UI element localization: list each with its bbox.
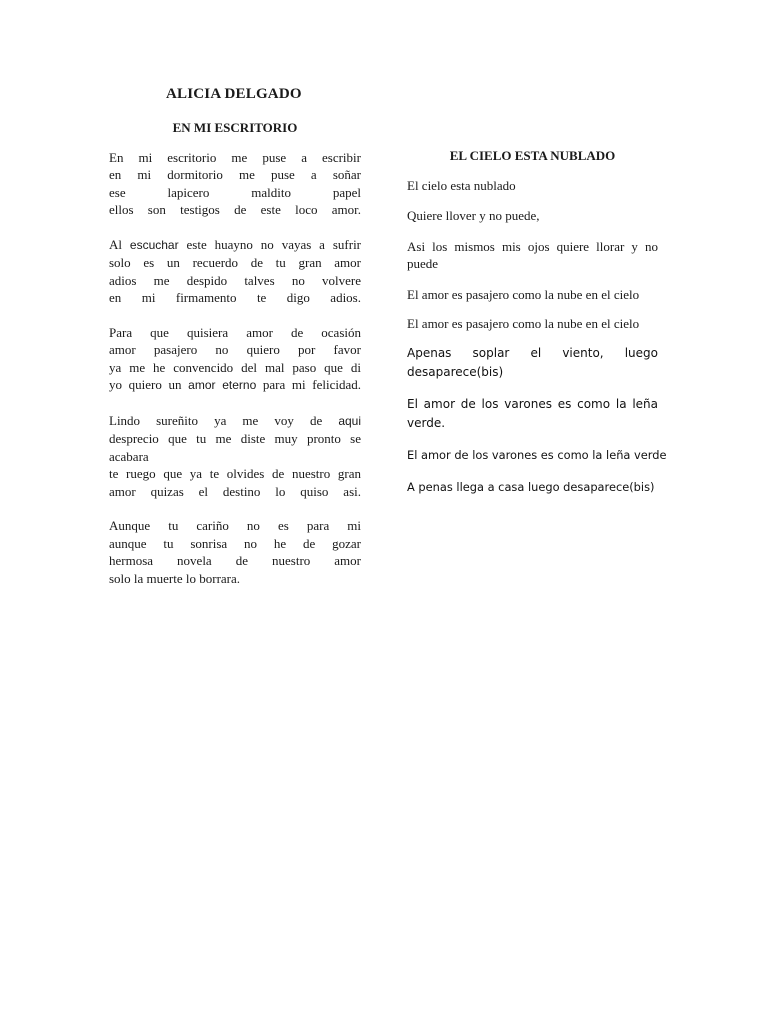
- poem-text-highlight: escuchar: [129, 238, 179, 253]
- poem-line: amor quizas el destino lo quiso asi.: [109, 483, 361, 499]
- poem-line: Apenas soplar el viento, luego desaparece(bis): [407, 346, 658, 379]
- stanza-3: [109, 324, 361, 395]
- poem-line: ellos son testigos de este loco amor.: [109, 202, 361, 218]
- poem-line: En mi escritorio me puse a escribir: [109, 150, 361, 165]
- poem-line: solo es un recuerdo de tu gran amor: [109, 255, 361, 271]
- stanza-5: [109, 517, 361, 587]
- poem-line: en mi dormitorio me puse a soñar: [109, 167, 361, 183]
- right-poem-body: [407, 177, 667, 496]
- poem-text-highlight: aqui: [338, 414, 361, 429]
- poem-line: El amor de los varones es como la leña verde: [407, 448, 667, 463]
- poem-text: yo quiero un: [109, 377, 182, 393]
- poem-line: Para que quisiera amor de ocasión: [109, 325, 361, 341]
- poem-line: te ruego que ya te olvides de nuestro gran: [109, 466, 361, 482]
- poem-text-highlight: amor eterno: [188, 378, 257, 393]
- poem-text: este huayno no vayas a sufrir: [186, 237, 362, 253]
- poem-line: [109, 236, 361, 254]
- poem-line: Aunque tu cariño no es para mi: [109, 518, 361, 534]
- poem-line: aunque tu sonrisa no he de gozar: [109, 535, 361, 551]
- poem-line: en mi firmamento te digo adios.: [109, 290, 361, 306]
- poem-line: [109, 376, 361, 394]
- poem-line: El cielo esta nublado: [407, 178, 516, 193]
- poem-line: Asi los mismos mis ojos quiere llorar y no puede: [407, 238, 658, 272]
- poem-line: hermosa novela de nuestro amor: [109, 553, 361, 569]
- poem-line: ya me he convencido del mal paso que di: [109, 359, 361, 375]
- poem-text: para mi felicidad.: [262, 377, 362, 393]
- poem-line: A penas llega a casa luego desaparece(bis): [407, 479, 655, 494]
- poem-text: Lindo sureñito ya me voy de: [109, 413, 323, 429]
- right-poem-title: EL CIELO ESTA NUBLADO: [449, 148, 616, 163]
- stanza-4: [109, 412, 361, 500]
- poem-line: El amor es pasajero como la nube en el cielo: [407, 286, 640, 302]
- stanza-2: [109, 236, 361, 307]
- left-poem-title: EN MI ESCRITORIO: [172, 120, 298, 135]
- poem-line: El amor de los varones es como la leña verde.: [407, 397, 658, 430]
- left-poem-body: [109, 149, 361, 604]
- poem-text: Al: [109, 237, 122, 253]
- poem-line: Quiere llover y no puede,: [407, 208, 540, 224]
- poem-line: adios me despido talves no volvere: [109, 272, 361, 288]
- poem-line: amor pasajero no quiero por favor: [109, 342, 361, 358]
- author-name: ALICIA DELGADO: [166, 86, 302, 102]
- poem-line: El amor es pasajero como la nube en el cielo: [407, 316, 640, 332]
- poem-line: desprecio que tu me diste muy pronto se acabara: [109, 431, 361, 464]
- poem-line: ese lapicero maldito papel: [109, 184, 361, 200]
- poem-line: solo la muerte lo borrara.: [109, 570, 241, 586]
- stanza-1: [109, 149, 361, 219]
- poem-line: [109, 412, 361, 430]
